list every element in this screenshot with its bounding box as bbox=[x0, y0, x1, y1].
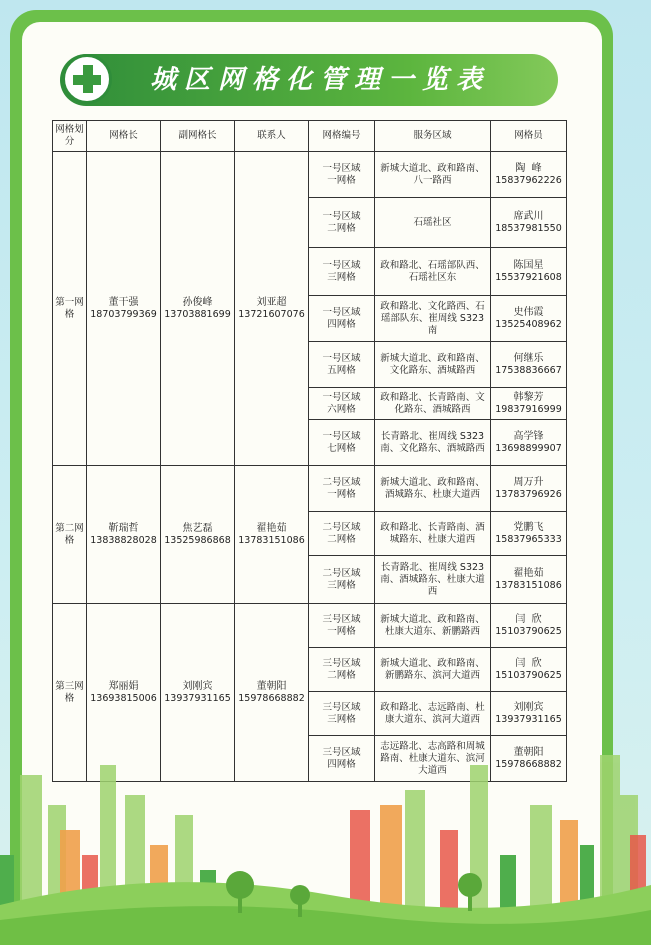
service-area-cell: 政和路北、石瑶部队西、石瑶社区东 bbox=[375, 248, 491, 296]
contact-name: 刘亚超 bbox=[256, 296, 287, 308]
service-area-cell: 石瑶社区 bbox=[375, 198, 491, 248]
grid-member-cell bbox=[491, 342, 567, 388]
member-name: 席武川 bbox=[513, 210, 544, 222]
deputy-name: 刘刚宾 bbox=[182, 680, 213, 692]
leader-name: 靳瑞哲 bbox=[108, 522, 139, 534]
leader-phone: 13838828028 bbox=[90, 534, 157, 546]
green-cross-icon bbox=[62, 54, 112, 104]
table-header-row bbox=[53, 121, 567, 152]
grid-member-cell bbox=[491, 556, 567, 604]
grid-division: 第二网格 bbox=[53, 466, 87, 604]
grid-id-cell: 一号区域七网格 bbox=[309, 420, 375, 466]
member-name: 党鹏飞 bbox=[513, 521, 544, 533]
grid-id-cell: 一号区域五网格 bbox=[309, 342, 375, 388]
header-grid-id: 网格编号 bbox=[309, 121, 375, 152]
service-area-cell: 志远路北、志高路和周城路南、杜康大道东、滨河大道西 bbox=[375, 736, 491, 782]
member-phone: 15978668882 bbox=[495, 758, 562, 770]
grid-id-cell: 二号区域一网格 bbox=[309, 466, 375, 512]
leader-phone: 18703799369 bbox=[90, 308, 157, 320]
contact-phone: 13721607076 bbox=[238, 308, 305, 320]
service-area-cell: 新城大道北、政和路南、八一路西 bbox=[375, 152, 491, 198]
grid-member-cell bbox=[491, 692, 567, 736]
service-area-cell: 政和路北、长青路南、文化路东、酒城路西 bbox=[375, 388, 491, 420]
grid-contact bbox=[235, 152, 309, 466]
grid-id-cell: 一号区域一网格 bbox=[309, 152, 375, 198]
header-contact: 联系人 bbox=[235, 121, 309, 152]
grid-id-cell: 一号区域二网格 bbox=[309, 198, 375, 248]
deputy-phone: 13703881699 bbox=[164, 308, 231, 320]
member-name: 董朝阳 bbox=[513, 746, 544, 758]
member-name: 闫 欣 bbox=[515, 613, 542, 625]
grid-member-cell bbox=[491, 296, 567, 342]
leader-name: 董干强 bbox=[108, 296, 139, 308]
grid-deputy bbox=[161, 466, 235, 604]
service-area-cell: 政和路北、长青路南、酒城路东、杜康大道西 bbox=[375, 512, 491, 556]
member-phone: 15103790625 bbox=[495, 669, 562, 681]
contact-name: 翟艳茹 bbox=[256, 522, 287, 534]
member-name: 高学锋 bbox=[513, 430, 544, 442]
grid-member-cell bbox=[491, 466, 567, 512]
member-name: 翟艳茹 bbox=[513, 567, 544, 579]
grid-member-cell bbox=[491, 420, 567, 466]
page-title: 城区网格化管理一览表 bbox=[150, 65, 491, 95]
member-phone: 15537921608 bbox=[495, 271, 562, 283]
header-service-area: 服务区域 bbox=[375, 121, 491, 152]
grid-division: 第一网格 bbox=[53, 152, 87, 466]
grid-id-cell: 二号区域三网格 bbox=[309, 556, 375, 604]
member-phone: 13937931165 bbox=[495, 713, 562, 725]
table-row bbox=[53, 466, 567, 512]
member-phone: 15837965333 bbox=[495, 533, 562, 545]
member-phone: 17538836667 bbox=[495, 364, 562, 376]
member-phone: 15103790625 bbox=[495, 625, 562, 637]
table-body bbox=[53, 152, 567, 782]
member-phone: 13525408962 bbox=[495, 318, 562, 330]
member-name: 闫 欣 bbox=[515, 657, 542, 669]
member-name: 韩黎芳 bbox=[513, 391, 544, 403]
header-grid-member: 网格员 bbox=[491, 121, 567, 152]
service-area-cell: 长青路北、崔周线 S323 南、文化路东、酒城路西 bbox=[375, 420, 491, 466]
grid-id-cell: 三号区域二网格 bbox=[309, 648, 375, 692]
member-name: 何继乐 bbox=[513, 352, 544, 364]
grid-id-cell: 一号区域六网格 bbox=[309, 388, 375, 420]
service-area-cell: 新城大道北、政和路南、文化路东、酒城路西 bbox=[375, 342, 491, 388]
grid-member-cell bbox=[491, 648, 567, 692]
member-name: 周万升 bbox=[513, 476, 544, 488]
member-phone: 18537981550 bbox=[495, 222, 562, 234]
service-area-cell: 政和路北、志远路南、杜康大道东、滨河大道西 bbox=[375, 692, 491, 736]
grid-member-cell bbox=[491, 512, 567, 556]
deputy-name: 孙俊峰 bbox=[182, 296, 213, 308]
grid-deputy bbox=[161, 152, 235, 466]
grid-member-cell bbox=[491, 198, 567, 248]
service-area-cell: 长青路北、崔周线 S323 南、酒城路东、杜康大道西 bbox=[375, 556, 491, 604]
grid-contact bbox=[235, 466, 309, 604]
deputy-phone: 13937931165 bbox=[164, 692, 231, 704]
member-phone: 13783151086 bbox=[495, 579, 562, 591]
service-area-cell: 政和路北、文化路西、石瑶部队东、崔周线 S323 南 bbox=[375, 296, 491, 342]
grid-member-cell bbox=[491, 152, 567, 198]
header-leader: 网格长 bbox=[87, 121, 161, 152]
table-row bbox=[53, 604, 567, 648]
table-row bbox=[53, 152, 567, 198]
city-skyline-illustration bbox=[0, 735, 651, 945]
member-name: 陈国星 bbox=[513, 259, 544, 271]
grid-member-cell bbox=[491, 604, 567, 648]
grid-id-cell: 一号区域三网格 bbox=[309, 248, 375, 296]
grid-id-cell: 一号区域四网格 bbox=[309, 296, 375, 342]
contact-name: 董朝阳 bbox=[256, 680, 287, 692]
member-name: 刘刚宾 bbox=[513, 701, 544, 713]
service-area-cell: 新城大道北、政和路南、新鹏路东、滨河大道西 bbox=[375, 648, 491, 692]
grid-table bbox=[52, 120, 567, 782]
contact-phone: 15978668882 bbox=[238, 692, 305, 704]
contact-phone: 13783151086 bbox=[238, 534, 305, 546]
leader-phone: 13693815006 bbox=[90, 692, 157, 704]
member-phone: 13698899907 bbox=[495, 442, 562, 454]
deputy-phone: 13525986868 bbox=[164, 534, 231, 546]
member-name: 陶 峰 bbox=[515, 162, 542, 174]
grid-id-cell: 三号区域三网格 bbox=[309, 692, 375, 736]
member-name: 史伟霞 bbox=[513, 306, 544, 318]
service-area-cell: 新城大道北、政和路南、杜康大道东、新鹏路西 bbox=[375, 604, 491, 648]
grid-id-cell: 三号区域一网格 bbox=[309, 604, 375, 648]
grid-leader bbox=[87, 152, 161, 466]
header-deputy: 副网格长 bbox=[161, 121, 235, 152]
leader-name: 郑丽娟 bbox=[108, 680, 139, 692]
grid-id-cell: 二号区域二网格 bbox=[309, 512, 375, 556]
member-phone: 13783796926 bbox=[495, 488, 562, 500]
grid-member-cell bbox=[491, 388, 567, 420]
grid-division: 第三网格 bbox=[53, 604, 87, 782]
grid-leader bbox=[87, 466, 161, 604]
grid-member-cell bbox=[491, 248, 567, 296]
member-phone: 19837916999 bbox=[495, 403, 562, 415]
header-division: 网格划分 bbox=[53, 121, 87, 152]
service-area-cell: 新城大道北、政和路南、酒城路东、杜康大道西 bbox=[375, 466, 491, 512]
member-phone: 15837962226 bbox=[495, 174, 562, 186]
deputy-name: 焦艺磊 bbox=[182, 522, 213, 534]
grid-id-cell: 三号区域四网格 bbox=[309, 736, 375, 782]
